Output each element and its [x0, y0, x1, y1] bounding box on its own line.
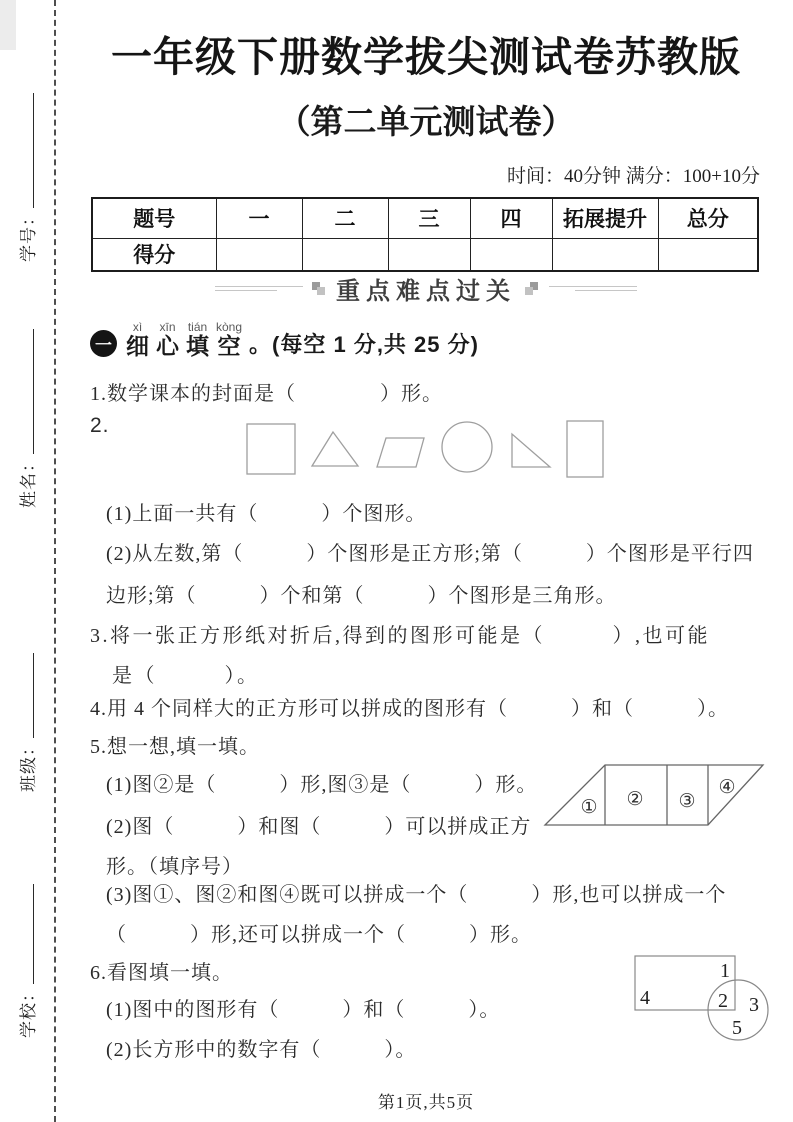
- score-empty-cell: [388, 238, 470, 271]
- quote-block-icon-left: [312, 280, 327, 296]
- pinyin-label: kòng: [216, 320, 243, 334]
- score-header-cell: 拓展提升: [552, 198, 658, 238]
- circle-shape: [442, 422, 492, 472]
- triangle-shape: [312, 432, 358, 466]
- student-id-field: [14, 93, 39, 262]
- part-label-1: ①: [580, 797, 598, 818]
- question-6-figure: [618, 948, 793, 1066]
- score-empty-cell: [216, 238, 302, 271]
- score-header-cell: 一: [216, 198, 302, 238]
- name-blank: [16, 329, 34, 454]
- pinyin-label: tián: [187, 320, 208, 334]
- figure-number-3: 3: [749, 994, 759, 1016]
- student-id-blank: [16, 93, 34, 208]
- question-5-sub1: (1)图②是（ ）形,图③是（ ）形。: [106, 774, 538, 796]
- question-1: 1.数学课本的封面是（ ）形。: [90, 383, 443, 405]
- page-footer: 第1页,共5页: [377, 1093, 475, 1112]
- section-number-icon: 一: [90, 330, 117, 357]
- pinyin-label: xì: [132, 320, 143, 334]
- paper-title: 一年级下册数学拔尖测试卷苏教版: [111, 34, 741, 80]
- score-header-cell: 总分: [658, 198, 758, 238]
- heading-char: tián 填: [186, 320, 209, 360]
- question-5-sub3-line2: （ ）形,还可以拼成一个（ ）形。: [106, 924, 532, 946]
- question-2-sub2-line2: 边形;第（ ）个和第（ ）个图形是三角形。: [106, 585, 617, 607]
- pinyin-label: xīn: [159, 320, 176, 334]
- score-table-header-row: [92, 198, 758, 238]
- quote-block-icon-right: [525, 280, 540, 296]
- section-1-heading: [90, 320, 479, 360]
- score-header-cell: 题号: [92, 198, 216, 238]
- square-shape: [247, 424, 295, 474]
- question-3-line1: 3.将一张正方形纸对折后,得到的图形可能是（ ）,也可能: [90, 625, 710, 647]
- score-table-score-row: [92, 238, 758, 271]
- question-5-sub3-line1: (3)图①、图②和图④既可以拼成一个（ ）形,也可以拼成一个: [106, 884, 727, 906]
- part-label-4: ④: [718, 777, 736, 798]
- question-6-sub1: (1)图中的图形有（ ）和（ ）。: [106, 999, 501, 1021]
- score-empty-cell: [552, 238, 658, 271]
- question-3-line2: 是（ ）。: [112, 665, 260, 687]
- score-empty-cell: [658, 238, 758, 271]
- figure-number-5: 5: [732, 1017, 742, 1039]
- question-4: 4.用 4 个同样大的正方形可以拼成的图形有（ ）和（ ）。: [90, 698, 729, 720]
- banner-deco-lines-left: [215, 286, 303, 291]
- scan-artifact: [0, 0, 16, 50]
- question-5-intro: 5.想一想,填一填。: [90, 736, 260, 758]
- part-label-3: ③: [678, 791, 696, 812]
- class-label: 班级：: [19, 738, 38, 792]
- part-label-2: ②: [626, 789, 644, 810]
- score-table: [91, 197, 759, 272]
- rectangle-shape: [567, 421, 603, 477]
- score-empty-cell: [302, 238, 388, 271]
- question-2-sub2-line1: (2)从左数,第（ ）个图形是正方形;第（ ）个图形是平行四: [106, 543, 754, 565]
- score-header-cell: 四: [470, 198, 552, 238]
- question-5-figure: [543, 753, 769, 833]
- school-label: 学校：: [19, 984, 38, 1038]
- school-field: [14, 884, 39, 1038]
- question-5-sub2-line1: (2)图（ ）和图（ ）可以拼成正方: [106, 816, 532, 838]
- question-6-sub2: (2)长方形中的数字有（ ）。: [106, 1039, 417, 1061]
- question-2-number: 2.: [90, 414, 110, 437]
- question-5-sub2-line2: 形。（填序号）: [106, 856, 243, 878]
- name-label: 姓名：: [19, 454, 38, 508]
- score-header-cell: 二: [302, 198, 388, 238]
- score-empty-cell: [470, 238, 552, 271]
- figure-number-1: 1: [720, 960, 730, 982]
- banner-title: 重点难点过关: [336, 277, 516, 305]
- name-field: [14, 329, 39, 508]
- right-triangle-shape: [512, 434, 550, 467]
- binding-dashed-line: [54, 0, 56, 1122]
- parallelogram-shape: [377, 438, 424, 467]
- figure-number-2: 2: [718, 990, 728, 1012]
- question-2-sub1: (1)上面一共有（ ）个图形。: [106, 503, 427, 525]
- key-points-banner: [90, 273, 762, 303]
- banner-deco-lines-right: [549, 286, 637, 291]
- school-blank: [16, 884, 34, 984]
- class-field: [14, 653, 39, 792]
- paper-subtitle: （第二单元测试卷）: [277, 105, 575, 141]
- score-row-label: 得分: [92, 238, 216, 271]
- question-6-intro: 6.看图填一填。: [90, 962, 233, 984]
- heading-char: xīn 心: [156, 320, 179, 360]
- heading-char: kòng 空: [216, 320, 243, 360]
- heading-char: xì 细: [126, 320, 149, 360]
- section-points-note: 。(每空 1 分,共 25 分): [249, 331, 479, 357]
- question-2-shapes-figure: [240, 417, 610, 481]
- figure-number-4: 4: [640, 987, 650, 1009]
- score-header-cell: 三: [388, 198, 470, 238]
- time-score-info: 时间：40分钟 满分：100+10分: [507, 166, 760, 187]
- class-blank: [16, 653, 34, 738]
- student-id-label: 学号：: [19, 208, 38, 262]
